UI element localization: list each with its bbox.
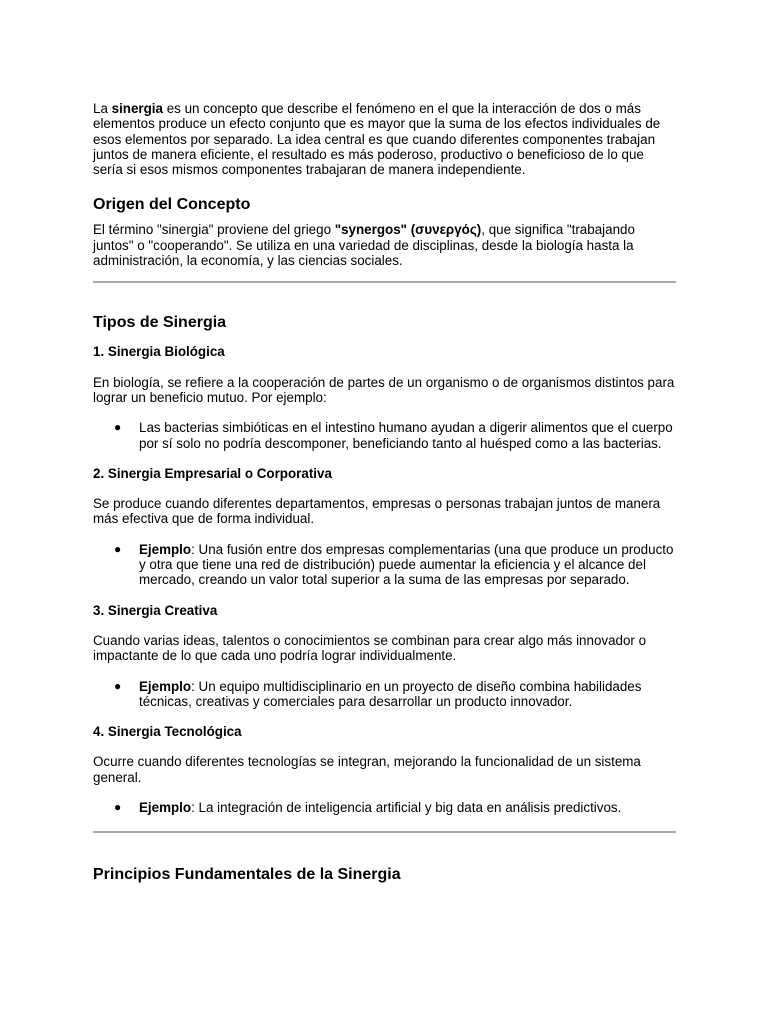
section-heading-principios: Principios Fundamentales de la Sinergia <box>93 866 401 884</box>
origen-paragraph: El término "sinergia" proviene del griego "synergos" (συνεργός), que significa "trabajando juntos" o "cooperando". Se utiliza en una variedad de disciplinas, desde la biología hasta la administración, la economía, y las ciencias sociales. <box>93 222 635 269</box>
section-heading-origen: Origen del Concepto <box>93 196 251 214</box>
term-synergos: "synergos" (συνεργός) <box>334 222 482 238</box>
section-divider <box>93 281 676 283</box>
bullet-icon: ● <box>114 420 122 435</box>
subsection-heading-empresarial: 2. Sinergia Empresarial o Corporativa <box>93 465 332 481</box>
subsection-heading-creativa: 3. Sinergia Creativa <box>93 602 218 618</box>
section-heading-tipos: Tipos de Sinergia <box>93 314 227 332</box>
tecnologica-paragraph: Ocurre cuando diferentes tecnologías se integran, mejorando la funcionalidad de un sistema general. <box>93 754 641 785</box>
document-page <box>93 101 676 884</box>
section-divider <box>93 831 676 833</box>
subsection-heading-biologica: 1. Sinergia Biológica <box>93 344 225 360</box>
list-item: ● Ejemplo: Una fusión entre dos empresas complementarias (una que produce un producto y otra que tiene una red de distribución) puede aumentar la eficiencia y el alcance del mercado, creando un valor total superior a la suma de las empresas por separado. <box>114 541 674 588</box>
creativa-paragraph: Cuando varias ideas, talentos o conocimientos se combinan para crear algo más innovador o impactante de lo que cada uno podría lograr individualmente. <box>93 632 647 664</box>
bullet-icon: ● <box>114 541 122 556</box>
subsection-heading-tecnologica: 4. Sinergia Tecnológica <box>93 724 242 740</box>
bullet-icon: ● <box>114 800 122 815</box>
bullet-icon: ● <box>114 678 122 693</box>
empresarial-paragraph: Se produce cuando diferentes departamentos, empresas o personas trabajan juntos de manera más efectiva que de forma individual. <box>93 496 661 527</box>
biologica-paragraph: En biología, se refiere a la cooperación de partes de un organismo o de organismos distintos para lograr un beneficio mutuo. Por ejemplo: <box>93 374 675 405</box>
list-item: ● Ejemplo: Un equipo multidisciplinario en un proyecto de diseño combina habilidades técnicas, creativas y comerciales para desarrollar un producto innovador. <box>114 678 642 709</box>
intro-paragraph: La sinergia es un concepto que describe el fenómeno en el que la interacción de dos o más elementos produce un efecto conjunto que es mayor que la suma de los efectos individuales de esos elementos por separado. La idea central es que cuando diferentes componentes trabajan juntos de manera eficiente, el resultado es más poderoso, productivo o beneficioso de lo que sería si esos mismos componentes trabajaran de manera independiente. <box>93 101 661 178</box>
list-item: ● Las bacterias simbióticas en el intestino humano ayudan a digerir alimentos que el cuerpo por sí solo no podría descomponer, beneficiando tanto al huésped como a las bacterias. <box>114 420 673 451</box>
list-item: ● Ejemplo: La integración de inteligencia artificial y big data en análisis predictivos. <box>114 800 622 816</box>
term-sinergia: sinergia <box>111 101 163 116</box>
